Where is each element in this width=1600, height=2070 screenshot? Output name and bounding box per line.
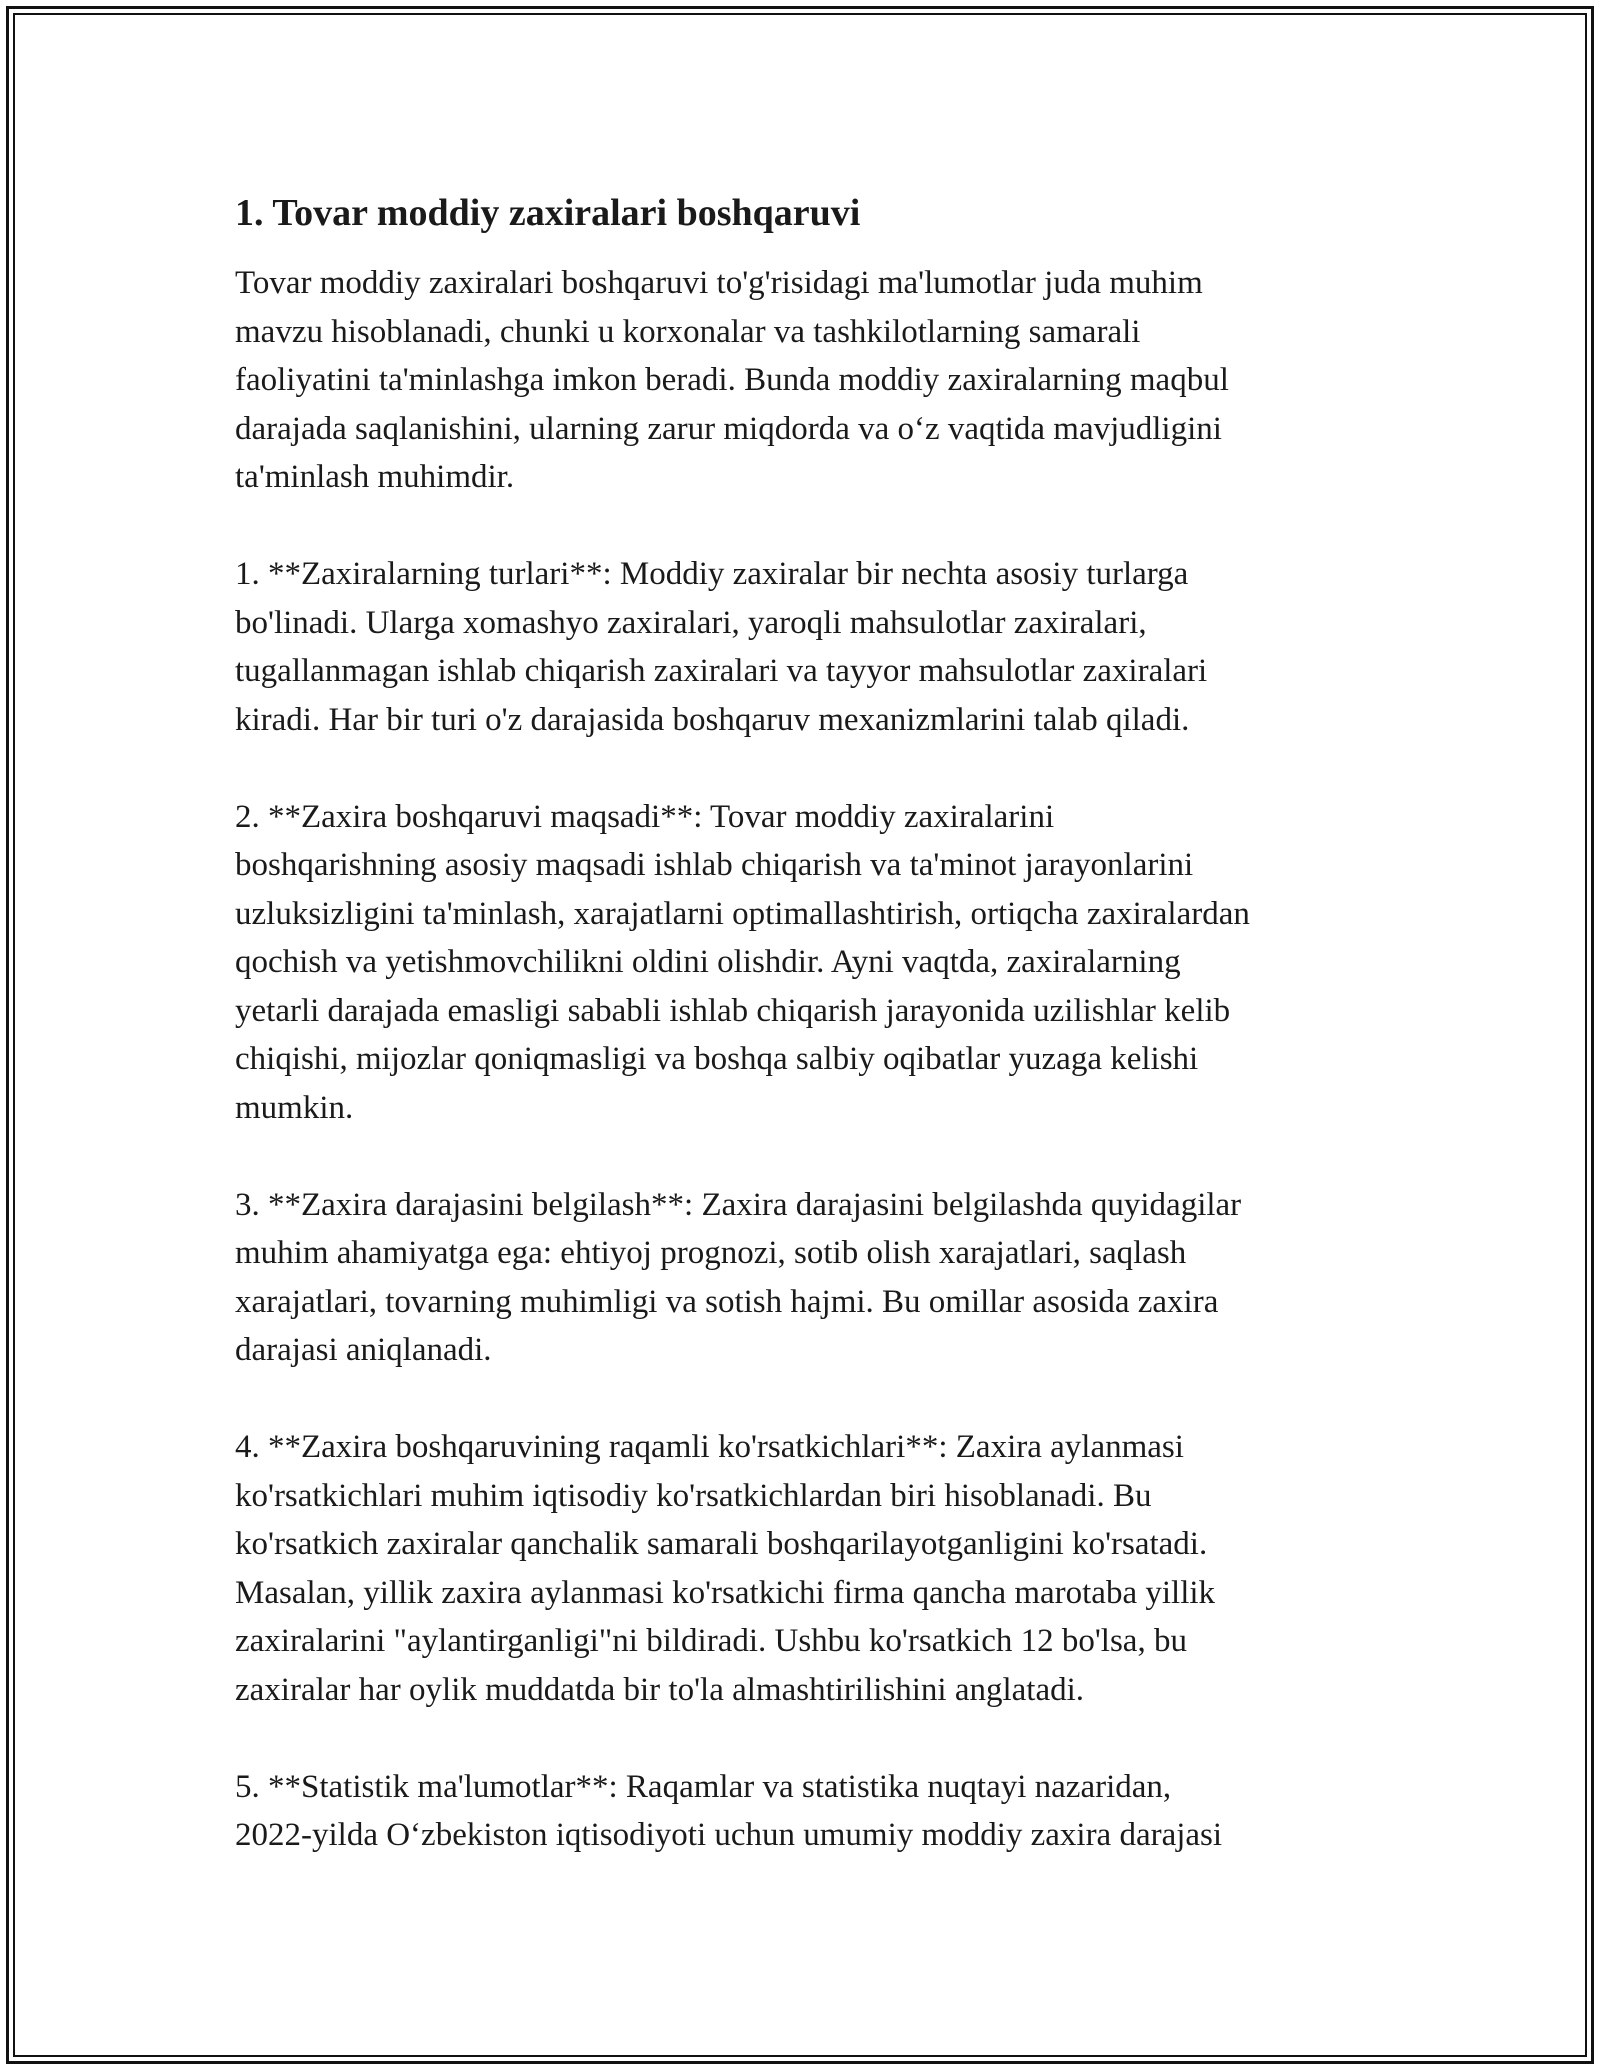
paragraph-statistik-malumotlar: 5. **Statistik ma'lumotlar**: Raqamlar va statistika nuqtayi nazaridan, 2022-yilda O‘zbekiston iqtisodiyoti uchun umumiy moddiy zaxira darajasi — [235, 1768, 1223, 1853]
paragraph-raqamli-korsatkichlar: 4. **Zaxira boshqaruvining raqamli ko'rsatkichlari**: Zaxira aylanmasi ko'rsatkichlari muhim iqtisodiy ko'rsatkichlardan biri hisoblanadi. Bu ko'rsatkich zaxiralar qanchalik samarali boshqarilayotganligini ko'rsatadi. Masalan, yillik zaxira aylanmasi ko'rsatkichi firma qancha marotaba yillik zaxiralarini "aylantirganligi"ni bildiradi. Ushbu ko'rsatkich 12 bo'lsa, bu zaxiralar har oylik muddatda bir to'la almashtirilishini anglatadi. — [235, 1429, 1216, 1708]
intro-paragraph: Tovar moddiy zaxiralari boshqaruvi to'g'risidagi ma'lumotlar juda muhim mavzu hisoblanadi, chunki u korxonalar va tashkilotlarning samarali faoliyatini ta'minlashga imkon beradi. Bunda moddiy zaxiralarning maqbul darajada saqlanishini, ularning zarur miqdorda va o‘z vaqtida mavjudligini ta'minlash muhimdir. — [235, 265, 1229, 495]
paragraph-zaxira-boshqaruvi-maqsadi: 2. **Zaxira boshqaruvi maqsadi**: Tovar moddiy zaxiralarini boshqarishning asosiy maqsadi ishlab chiqarish va ta'minot jarayonlarini uzluksizligini ta'minlash, xarajatlarni optimallashtirish, ortiqcha zaxiralardan qochish va yetishmovchilikni oldini olishdir. Ayni vaqtda, zaxiralarning yetarli darajada emasligi sababli ishlab chiqarish jarayonida uzilishlar kelib chiqishi, mijozlar qoniqmasligi va boshqa salbiy oqibatlar yuzaga kelishi mumkin. — [235, 798, 1250, 1126]
paragraph-zaxiralarning-turlari: 1. **Zaxiralarning turlari**: Moddiy zaxiralar bir nechta asosiy turlarga bo'linadi. Ularga xomashyo zaxiralari, yaroqli mahsulotlar zaxiralari, tugallanmagan ishlab chiqarish zaxiralari va tayyor mahsulotlar zaxiralari kiradi. Har bir turi o'z darajasida boshqaruv mexanizmlarini talab qiladi. — [235, 556, 1208, 738]
paragraph-zaxira-darajasini-belgilash: 3. **Zaxira darajasini belgilash**: Zaxira darajasini belgilashda quyidagilar muhim ahamiyatga ega: ehtiyoj prognozi, sotib olish xarajatlari, saqlash xarajatlari, tovarning muhimligi va sotish hajmi. Bu omillar asosida zaxira darajasi aniqlanadi. — [235, 1186, 1242, 1368]
page-title: 1. Tovar moddiy zaxiralari boshqaruvi — [235, 192, 861, 234]
document-body — [235, 188, 1395, 1908]
